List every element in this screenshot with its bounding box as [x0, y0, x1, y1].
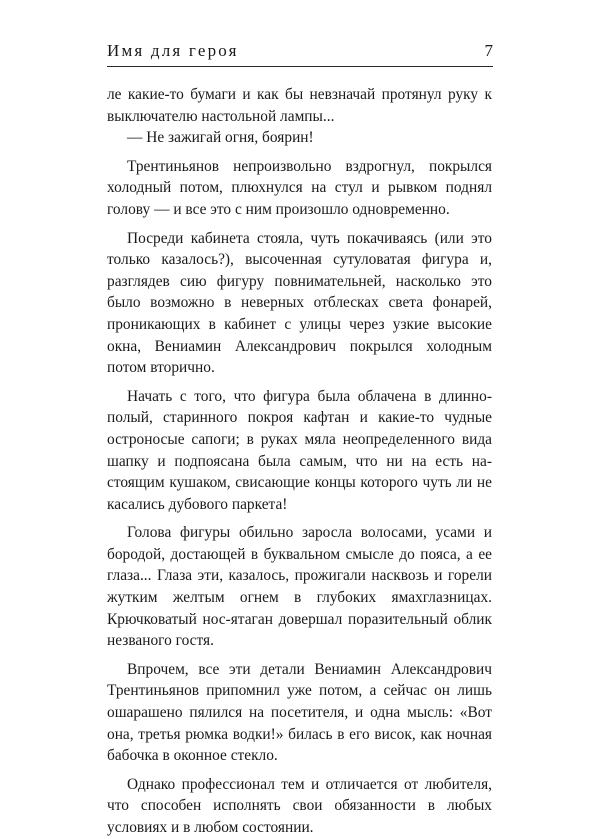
paragraph-dialogue: — Не зажигай огня, боярин!: [127, 129, 314, 147]
body-text: [107, 84, 492, 839]
running-header: [107, 40, 493, 67]
paragraph: Трентиньянов непроизвольно вздрогнул, покрылся холодный потом, плюхнулся на стул и рывком поднял голову — и все это с ним произошло одновременно.: [107, 157, 492, 218]
paragraph: Посреди кабинета стояла, чуть покачиваясь (или это только казалось?), высоченная сутуловатая фигура и, разглядев сию фигуру повнимательней, насколько это было возможно в неверных отблесках света фонарей, проникающих в кабинет с улицы через узкие высокие окна, Вениамин Александрович покрылся холодным потом вторично.: [107, 229, 492, 377]
paragraph: Начать с того, что фигура была облачена в длиннополый, старинного покроя кафтан и какие-то чудные остроносые сапоги; в руках мяла неопределенного вида шапку и подпоясана была самым, что ни на есть настоящим кушаком, свисающие концы которого чуть ли не касались дубового паркета!: [107, 387, 492, 513]
paragraph: Впрочем, все эти детали Вениамин Александрович Трентиньянов припомнил уже потом, а сейчас он лишь ошарашено пялился на посетителя, и одна мысль: «Вот она, третья рюмка водки!» билась в его висок, как ночная бабочка в оконное стекло.: [107, 660, 492, 765]
page-number: 7: [484, 41, 493, 60]
paragraph: Однако профессионал тем и отличается от любителя, что способен исполнять свои обязанности в любых условиях и в любом состоянии.: [107, 775, 492, 836]
running-title: Имя для героя: [107, 41, 239, 60]
paragraph-continued: ле какие-то бумаги и как бы невзначай протянул руку к выключателю настольной лампы...: [107, 86, 492, 125]
paragraph: Голова фигуры обильно заросла волосами, усами и бородой, достающей в буквальном смысле до пояса, а ее глаза... Глаза эти, казалось, прожигали насквозь и горели жутким желтым огнем в глубоких ямахглазницах. Крючковатый нос-ятаган довершал поразительный облик незваного гостя.: [107, 524, 492, 650]
